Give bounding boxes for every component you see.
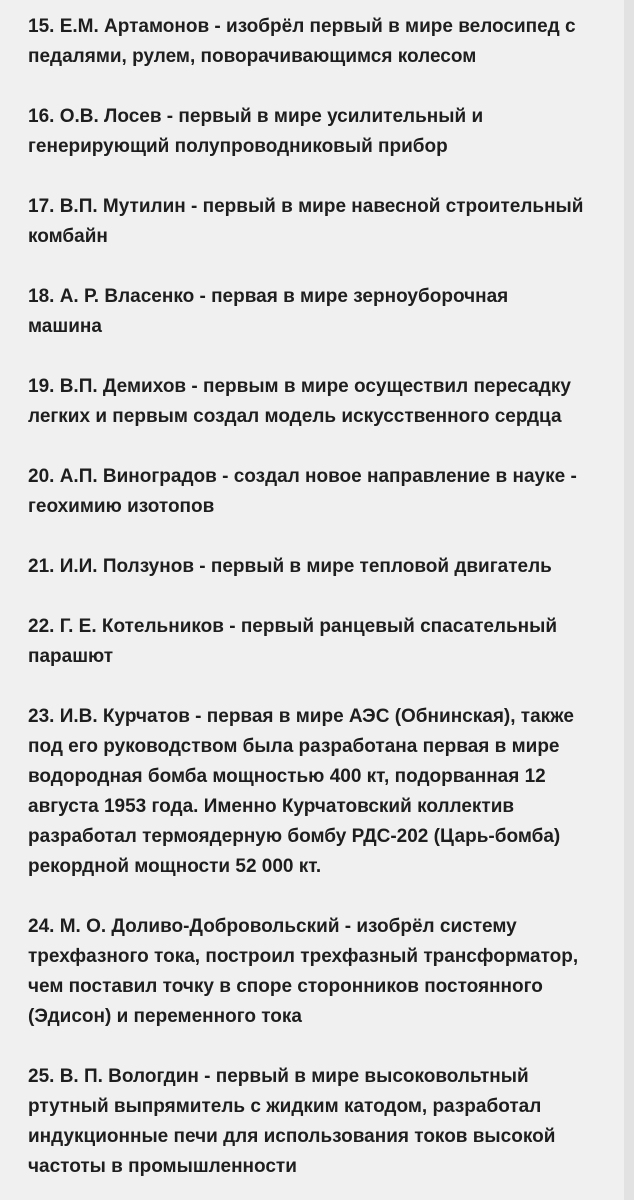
list-item-18 [28, 282, 620, 342]
text-line: августа 1953 года. Именно Курчатовский коллектив [28, 796, 515, 817]
text-line: комбайн [28, 226, 108, 247]
list-item-16 [28, 102, 620, 162]
list-item-19 [28, 372, 620, 432]
text-line: водородная бомба мощностью 400 кт, подорванная 12 [28, 766, 546, 787]
text-line: генерирующий полупроводниковый прибор [28, 136, 448, 157]
list-item-15 [28, 12, 620, 72]
text-line: 20. А.П. Виноградов - создал новое направление в науке - [28, 466, 577, 487]
text-line: разработал термоядерную бомбу РДС-202 (Царь-бомба) [28, 826, 561, 847]
text-line: 16. О.В. Лосев - первый в мире усилительный и [28, 106, 484, 127]
text-line: под его руководством была разработана первая в мире [28, 736, 560, 757]
text-line: парашют [28, 646, 114, 667]
list-item-21 [28, 552, 620, 582]
text-line: (Эдисон) и переменного тока [28, 1006, 302, 1027]
page-edge-divider [624, 0, 634, 1200]
text-line: рекордной мощности 52 000 кт. [28, 856, 322, 877]
text-line: 22. Г. Е. Котельников - первый ранцевый спасательный [28, 616, 558, 637]
text-line: 24. М. О. Доливо-Добровольский - изобрёл систему [28, 916, 517, 937]
text-line: 25. В. П. Вологдин - первый в мире высоковольтный [28, 1066, 529, 1087]
text-line: ртутный выпрямитель с жидким катодом, разработал [28, 1096, 542, 1117]
text-line: геохимию изотопов [28, 496, 215, 517]
list-item-22 [28, 612, 620, 672]
text-line: чем поставил точку в споре сторонников постоянного [28, 976, 543, 997]
text-line: 23. И.В. Курчатов - первая в мире АЭС (Обнинская), также [28, 706, 574, 727]
list-item-23 [28, 702, 620, 882]
text-line: частоты в промышленности [28, 1156, 297, 1177]
text-line: 18. А. Р. Власенко - первая в мире зерноуборочная [28, 286, 509, 307]
list-item-24 [28, 912, 620, 1032]
text-line: педалями, рулем, поворачивающимся колесом [28, 46, 477, 67]
text-line: 17. В.П. Мутилин - первый в мире навесной строительный [28, 196, 584, 217]
list-item-17 [28, 192, 620, 252]
text-line: 15. Е.М. Артамонов - изобрёл первый в мире велосипед с [28, 16, 576, 37]
list-item-25 [28, 1062, 620, 1182]
text-line: 21. И.И. Ползунов - первый в мире тепловой двигатель [28, 556, 552, 577]
text-line: машина [28, 316, 102, 337]
text-line: трехфазного тока, построил трехфазный трансформатор, [28, 946, 579, 967]
text-line: легких и первым создал модель искусственного сердца [28, 406, 562, 427]
list-item-20 [28, 462, 620, 522]
text-line: 19. В.П. Демихов - первым в мире осуществил пересадку [28, 376, 571, 397]
text-line: индукционные печи для использования токов высокой [28, 1126, 556, 1147]
